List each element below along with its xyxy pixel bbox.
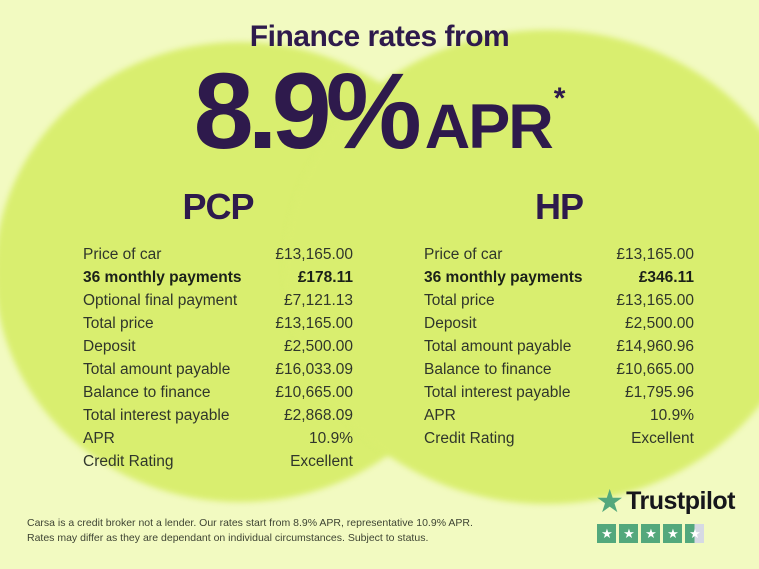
row-label: Credit Rating — [83, 453, 174, 470]
row-value: £14,960.96 — [616, 338, 694, 355]
disclaimer-line1: Carsa is a credit broker not a lender. Our rates start from 8.9% APR, representative 10.9% APR. — [27, 517, 473, 529]
row-value: £13,165.00 — [275, 246, 353, 263]
disclaimer — [27, 516, 473, 545]
table-row — [424, 243, 694, 266]
apr-rate — [0, 50, 759, 171]
row-label: Credit Rating — [424, 430, 515, 447]
row-label: Total amount payable — [83, 361, 231, 378]
hp-table — [424, 243, 694, 450]
row-label: Total price — [83, 315, 154, 332]
row-label: Deposit — [83, 338, 136, 355]
table-row — [424, 289, 694, 312]
row-label: Total interest payable — [83, 407, 230, 424]
table-row — [83, 381, 353, 404]
row-value: £2,868.09 — [284, 407, 353, 424]
table-row — [424, 381, 694, 404]
pcp-table — [83, 243, 353, 473]
rate-value: 8.9% — [193, 50, 416, 171]
trustpilot-stars — [597, 524, 735, 543]
rating-star-icon — [641, 524, 660, 543]
table-row — [424, 335, 694, 358]
row-label: Total interest payable — [424, 384, 571, 401]
table-row — [83, 404, 353, 427]
table-row — [83, 312, 353, 335]
table-row — [83, 335, 353, 358]
table-row — [424, 312, 694, 335]
trustpilot-badge — [595, 485, 735, 543]
rating-star-icon — [597, 524, 616, 543]
hp-plan — [424, 186, 694, 450]
row-value: £2,500.00 — [284, 338, 353, 355]
row-label: Total price — [424, 292, 495, 309]
table-row — [83, 289, 353, 312]
row-label: Balance to finance — [83, 384, 211, 401]
row-value: £10,665.00 — [616, 361, 694, 378]
row-value: £7,121.13 — [284, 292, 353, 309]
star-glyph: ★ — [623, 526, 635, 541]
rate-asterisk: * — [553, 82, 566, 115]
table-row — [83, 427, 353, 450]
rating-star-icon — [663, 524, 682, 543]
table-row — [83, 243, 353, 266]
row-value: Excellent — [290, 453, 353, 470]
row-label: Balance to finance — [424, 361, 552, 378]
rating-star-icon — [619, 524, 638, 543]
disclaimer-line2: Rates may differ as they are dependant on individual circumstances. Subject to status. — [27, 531, 429, 544]
star-glyph: ★ — [645, 526, 657, 541]
row-value: £13,165.00 — [275, 315, 353, 332]
row-label: 36 monthly payments — [424, 269, 583, 286]
hp-heading: HP — [534, 186, 583, 227]
table-row — [424, 404, 694, 427]
rating-star-icon — [685, 524, 704, 543]
pcp-plan — [83, 186, 353, 473]
row-value: £10,665.00 — [275, 384, 353, 401]
row-label: Total amount payable — [424, 338, 572, 355]
row-label: APR — [83, 430, 115, 447]
row-value: 10.9% — [309, 430, 353, 447]
rate-suffix: APR — [424, 92, 552, 162]
table-row — [83, 450, 353, 473]
row-label: 36 monthly payments — [83, 269, 242, 286]
table-row — [83, 358, 353, 381]
row-value: £346.11 — [638, 269, 694, 286]
row-value: £13,165.00 — [616, 246, 694, 263]
banner-title: Finance rates from — [249, 20, 510, 53]
trustpilot-wordmark: Trustpilot — [626, 486, 735, 515]
row-value: £13,165.00 — [616, 292, 694, 309]
trustpilot-logo — [595, 485, 735, 517]
row-value: £178.11 — [297, 269, 353, 286]
star-glyph: ★ — [601, 526, 613, 541]
row-label: Deposit — [424, 315, 477, 332]
row-label: APR — [424, 407, 456, 424]
row-value: Excellent — [631, 430, 694, 447]
row-value: £1,795.96 — [625, 384, 694, 401]
table-row — [424, 427, 694, 450]
row-value: £2,500.00 — [625, 315, 694, 332]
row-value: 10.9% — [650, 407, 694, 424]
star-glyph: ★ — [667, 526, 679, 541]
table-row — [424, 358, 694, 381]
star-glyph: ★ — [689, 526, 701, 541]
row-label: Price of car — [83, 246, 162, 263]
pcp-heading: PCP — [182, 186, 254, 227]
table-row — [424, 266, 694, 289]
row-value: £16,033.09 — [275, 361, 353, 378]
table-row — [83, 266, 353, 289]
row-label: Optional final payment — [83, 292, 238, 309]
row-label: Price of car — [424, 246, 503, 263]
trustpilot-star-icon: ★ — [595, 483, 625, 519]
